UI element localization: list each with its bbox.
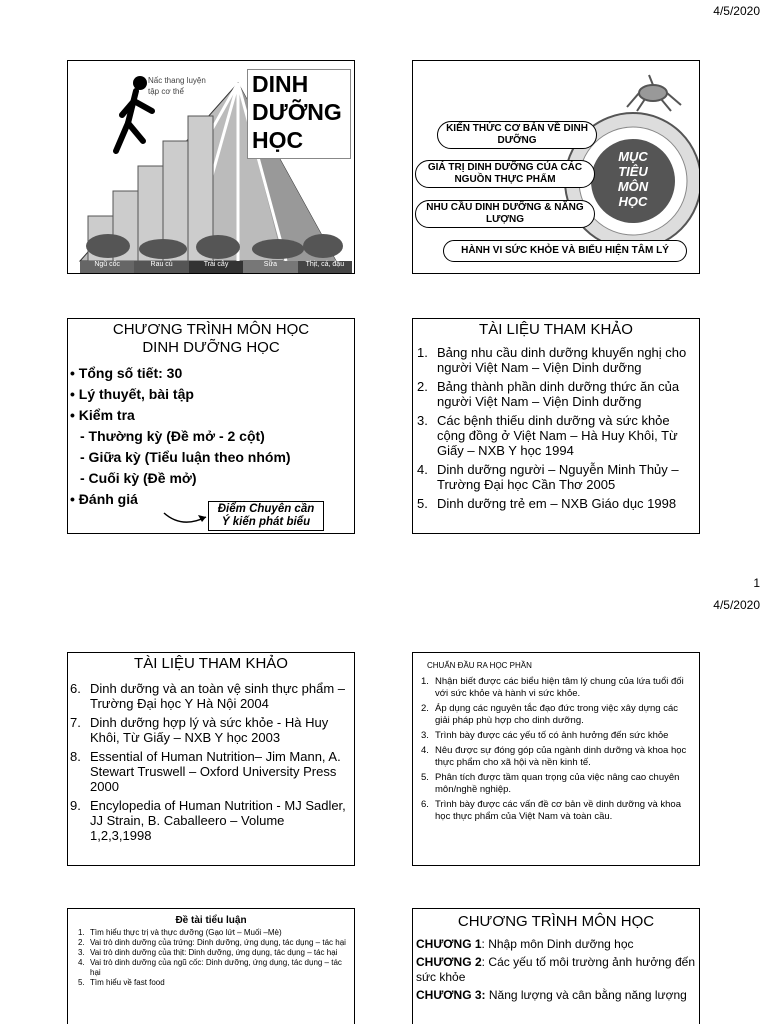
topic-item: [78, 928, 348, 938]
slide-heading: [68, 321, 354, 357]
chapter-item: [416, 937, 695, 952]
outcome-list: [413, 676, 699, 823]
item-text: Dinh dưỡng trẻ em – NXB Giáo dục 1998: [437, 496, 677, 511]
objective-pill: HÀNH VI SỨC KHỎE VÀ BIỂU HIỆN TÂM LÝ: [443, 240, 687, 262]
item-number: 4.: [78, 958, 85, 967]
program-list: [68, 363, 354, 510]
program-line: • Kiểm tra: [70, 407, 135, 423]
heading-line: CHƯƠNG TRÌNH MÔN HỌC: [112, 321, 310, 338]
item-text: Phân tích được tầm quan trọng của việc nâng cao chuyên môn/nghề nghiệp.: [435, 772, 680, 795]
heading-line: DINH DƯỠNG HỌC: [142, 339, 280, 356]
reference-item: [417, 345, 695, 375]
slide-heading: TÀI LIỆU THAM KHẢO: [479, 321, 633, 338]
page-number: 1: [753, 576, 760, 590]
objective-center-label: [601, 149, 665, 209]
topic-list: [68, 928, 354, 988]
slide-title: [67, 60, 355, 274]
item-number: 5.: [417, 496, 428, 511]
chapter-label: CHƯƠNG 2: [416, 955, 482, 969]
outcome-item: [421, 799, 693, 823]
item-text: Essential of Human Nutrition– Jim Mann, A. Stewart Truswell – Oxford University Press 2000: [90, 749, 341, 794]
item-number: 9.: [70, 798, 81, 813]
slide-objectives: [412, 60, 700, 274]
item-number: 5.: [78, 978, 85, 987]
center-line: MÔN: [617, 179, 649, 194]
item-text: Tìm hiểu về fast food: [90, 978, 165, 987]
slide-references-1: [412, 318, 700, 534]
reference-item: [417, 413, 695, 458]
objective-pill: NHU CẦU DINH DƯỠNG & NĂNG LƯỢNG: [415, 200, 595, 228]
caption-line: Nấc thang luyện: [148, 76, 206, 85]
item-text: Nhận biết được các biểu hiện tâm lý chung của lứa tuổi đối với sức khỏe và hành vi sức khỏe.: [435, 676, 684, 699]
page-date-top: 4/5/2020: [713, 4, 760, 18]
reference-item: [417, 496, 695, 511]
topic-item: [78, 958, 348, 978]
chapter-label: CHƯƠNG 3:: [416, 988, 486, 1002]
eval-line: Ý kiến phát biểu: [221, 516, 311, 528]
reference-list: [68, 681, 354, 843]
item-number: 3.: [421, 730, 429, 741]
item-text: Encylopedia of Human Nutrition - MJ Sadler, JJ Strain, B. Caballeero – Volume 1,2,3,1998: [90, 798, 346, 843]
item-number: 2.: [78, 938, 85, 947]
slide-heading: CHƯƠNG TRÌNH MÔN HỌC: [457, 913, 655, 930]
item-text: Nêu được sự đóng góp của ngành dinh dưỡng và khoa học thực phẩm cho xã hội và nền kinh tế.: [435, 745, 687, 768]
item-number: 8.: [70, 749, 81, 764]
food-group-bar: [80, 261, 352, 273]
topic-item: [78, 978, 348, 988]
food-group-label: Trái cây: [189, 261, 243, 273]
item-number: 1.: [421, 676, 429, 687]
outcome-item: [421, 745, 693, 769]
slide-learning-outcomes: [412, 652, 700, 866]
item-text: Dinh dưỡng người – Nguyễn Minh Thủy – Trường Đại học Cần Thơ 2005: [437, 462, 679, 492]
topic-item: [78, 948, 348, 958]
outcome-item: [421, 703, 693, 727]
item-number: 2.: [417, 379, 428, 394]
chapter-label: CHƯƠNG 1: [416, 937, 482, 951]
item-number: 1.: [417, 345, 428, 360]
caption-line: tập cơ thể: [148, 87, 184, 96]
reference-item: [70, 681, 348, 711]
program-line: - Thường kỳ (Đề mở - 2 cột): [80, 428, 265, 444]
item-text: Vai trò dinh dưỡng của trứng: Dinh dưỡng, ứng dụng, tác dụng – tác hại: [90, 938, 346, 947]
slide-chapters: [412, 908, 700, 1024]
title-line: DƯỠNG: [252, 99, 342, 125]
item-number: 6.: [421, 799, 429, 810]
reference-item: [70, 798, 348, 843]
chapter-text: : Các yếu tố môi trường ảnh hưởng đến sức khỏe: [416, 955, 696, 984]
item-number: 4.: [417, 462, 428, 477]
food-group-label: Thịt, cá, đậu: [298, 261, 352, 273]
title-line: HỌC: [252, 127, 304, 153]
reference-list: [413, 345, 699, 511]
chapter-text: : Nhập môn Dinh dưỡng học: [481, 937, 634, 951]
evaluation-box: [208, 501, 324, 531]
reference-item: [417, 379, 695, 409]
food-group-label: Sữa: [243, 261, 297, 273]
slide-title-box: [247, 69, 351, 159]
item-number: 2.: [421, 703, 429, 714]
item-number: 3.: [78, 948, 85, 957]
item-number: 7.: [70, 715, 81, 730]
slide-essay-topics: [67, 908, 355, 1024]
item-text: Vai trò dinh dưỡng của thịt: Dinh dưỡng, ứng dụng, tác dụng – tác hại: [90, 948, 338, 957]
item-number: 3.: [417, 413, 428, 428]
program-line: • Đánh giá: [70, 491, 138, 507]
chapter-item: [416, 988, 695, 1003]
title-line: DINH: [252, 71, 309, 97]
outcome-item: [421, 676, 693, 700]
eval-line: Điểm Chuyên cần: [217, 503, 315, 515]
item-text: Dinh dưỡng và an toàn vệ sinh thực phẩm – Trường Đại học Y Hà Nội 2004: [90, 681, 346, 711]
chapter-text: Năng lượng và cân bằng năng lượng: [485, 988, 687, 1002]
arrow-icon: [162, 509, 212, 529]
item-text: Trình bày được các vấn đề cơ bản về dinh dưỡng và khoa học thực phẩm của Việt Nam và toàn cầu.: [435, 799, 681, 822]
item-number: 5.: [421, 772, 429, 783]
reference-item: [417, 462, 695, 492]
item-text: Vai trò dinh dưỡng của ngũ cốc: Dinh dưỡng, ứng dụng, tác dụng – tác hại: [90, 958, 342, 977]
outcome-item: [421, 772, 693, 796]
center-line: TIÊU: [618, 164, 648, 179]
item-number: 1.: [78, 928, 85, 937]
topic-item: [78, 938, 348, 948]
food-group-label: Ngũ cốc: [80, 261, 134, 273]
item-text: Bảng nhu cầu dinh dưỡng khuyến nghị cho người Việt Nam – Viện Dinh dưỡng: [437, 345, 687, 375]
reference-item: [70, 749, 348, 794]
outcome-item: [421, 730, 693, 742]
slide-course-program: [67, 318, 355, 534]
objective-pill: KIẾN THỨC CƠ BẢN VỀ DINH DƯỠNG: [437, 121, 597, 149]
slide-heading: Đề tài tiểu luận: [175, 915, 247, 926]
chapter-item: [416, 955, 695, 985]
food-group-label: Rau củ: [134, 261, 188, 273]
page-date-mid: 4/5/2020: [713, 598, 760, 612]
slide-heading: TÀI LIỆU THAM KHẢO: [134, 655, 288, 672]
item-number: 4.: [421, 745, 429, 756]
objective-pill: GIÁ TRỊ DINH DƯỠNG CỦA CÁC NGUỒN THỰC PHẨM: [415, 160, 595, 188]
item-text: Dinh dưỡng hợp lý và sức khỏe - Hà Huy Khôi, Từ Giấy – NXB Y học 2003: [90, 715, 329, 745]
slide-heading: CHUẨN ĐẦU RA HỌC PHẦN: [427, 661, 532, 670]
program-line: • Tổng số tiết: 30: [70, 365, 183, 381]
item-text: Áp dụng các nguyên tắc đạo đức trong việc xây dựng các giải pháp phù hợp cho dinh dưỡng.: [435, 703, 678, 726]
item-text: Trình bày được các yếu tố có ảnh hưởng đến sức khỏe: [435, 730, 669, 741]
center-line: MỤC: [618, 149, 648, 164]
program-line: • Lý thuyết, bài tập: [70, 386, 194, 402]
chapter-list: [413, 937, 699, 1003]
program-line: - Cuối kỳ (Đề mở): [80, 470, 197, 486]
item-text: Các bệnh thiếu dinh dưỡng và sức khỏe cộng đồng ở Việt Nam – Hà Huy Khôi, Từ Giấy – NXB Y học 1994: [437, 413, 678, 458]
program-line: - Giữa kỳ (Tiểu luận theo nhóm): [80, 449, 291, 465]
slide-references-2: [67, 652, 355, 866]
item-text: Tìm hiểu thực trị và thực dưỡng (Gạo lứt – Muối –Mè): [90, 928, 282, 937]
item-text: Bảng thành phần dinh dưỡng thức ăn của người Việt Nam – Viện Dinh dưỡng: [437, 379, 680, 409]
item-number: 6.: [70, 681, 81, 696]
center-line: HỌC: [618, 194, 648, 209]
reference-item: [70, 715, 348, 745]
slide-caption: [148, 75, 206, 97]
